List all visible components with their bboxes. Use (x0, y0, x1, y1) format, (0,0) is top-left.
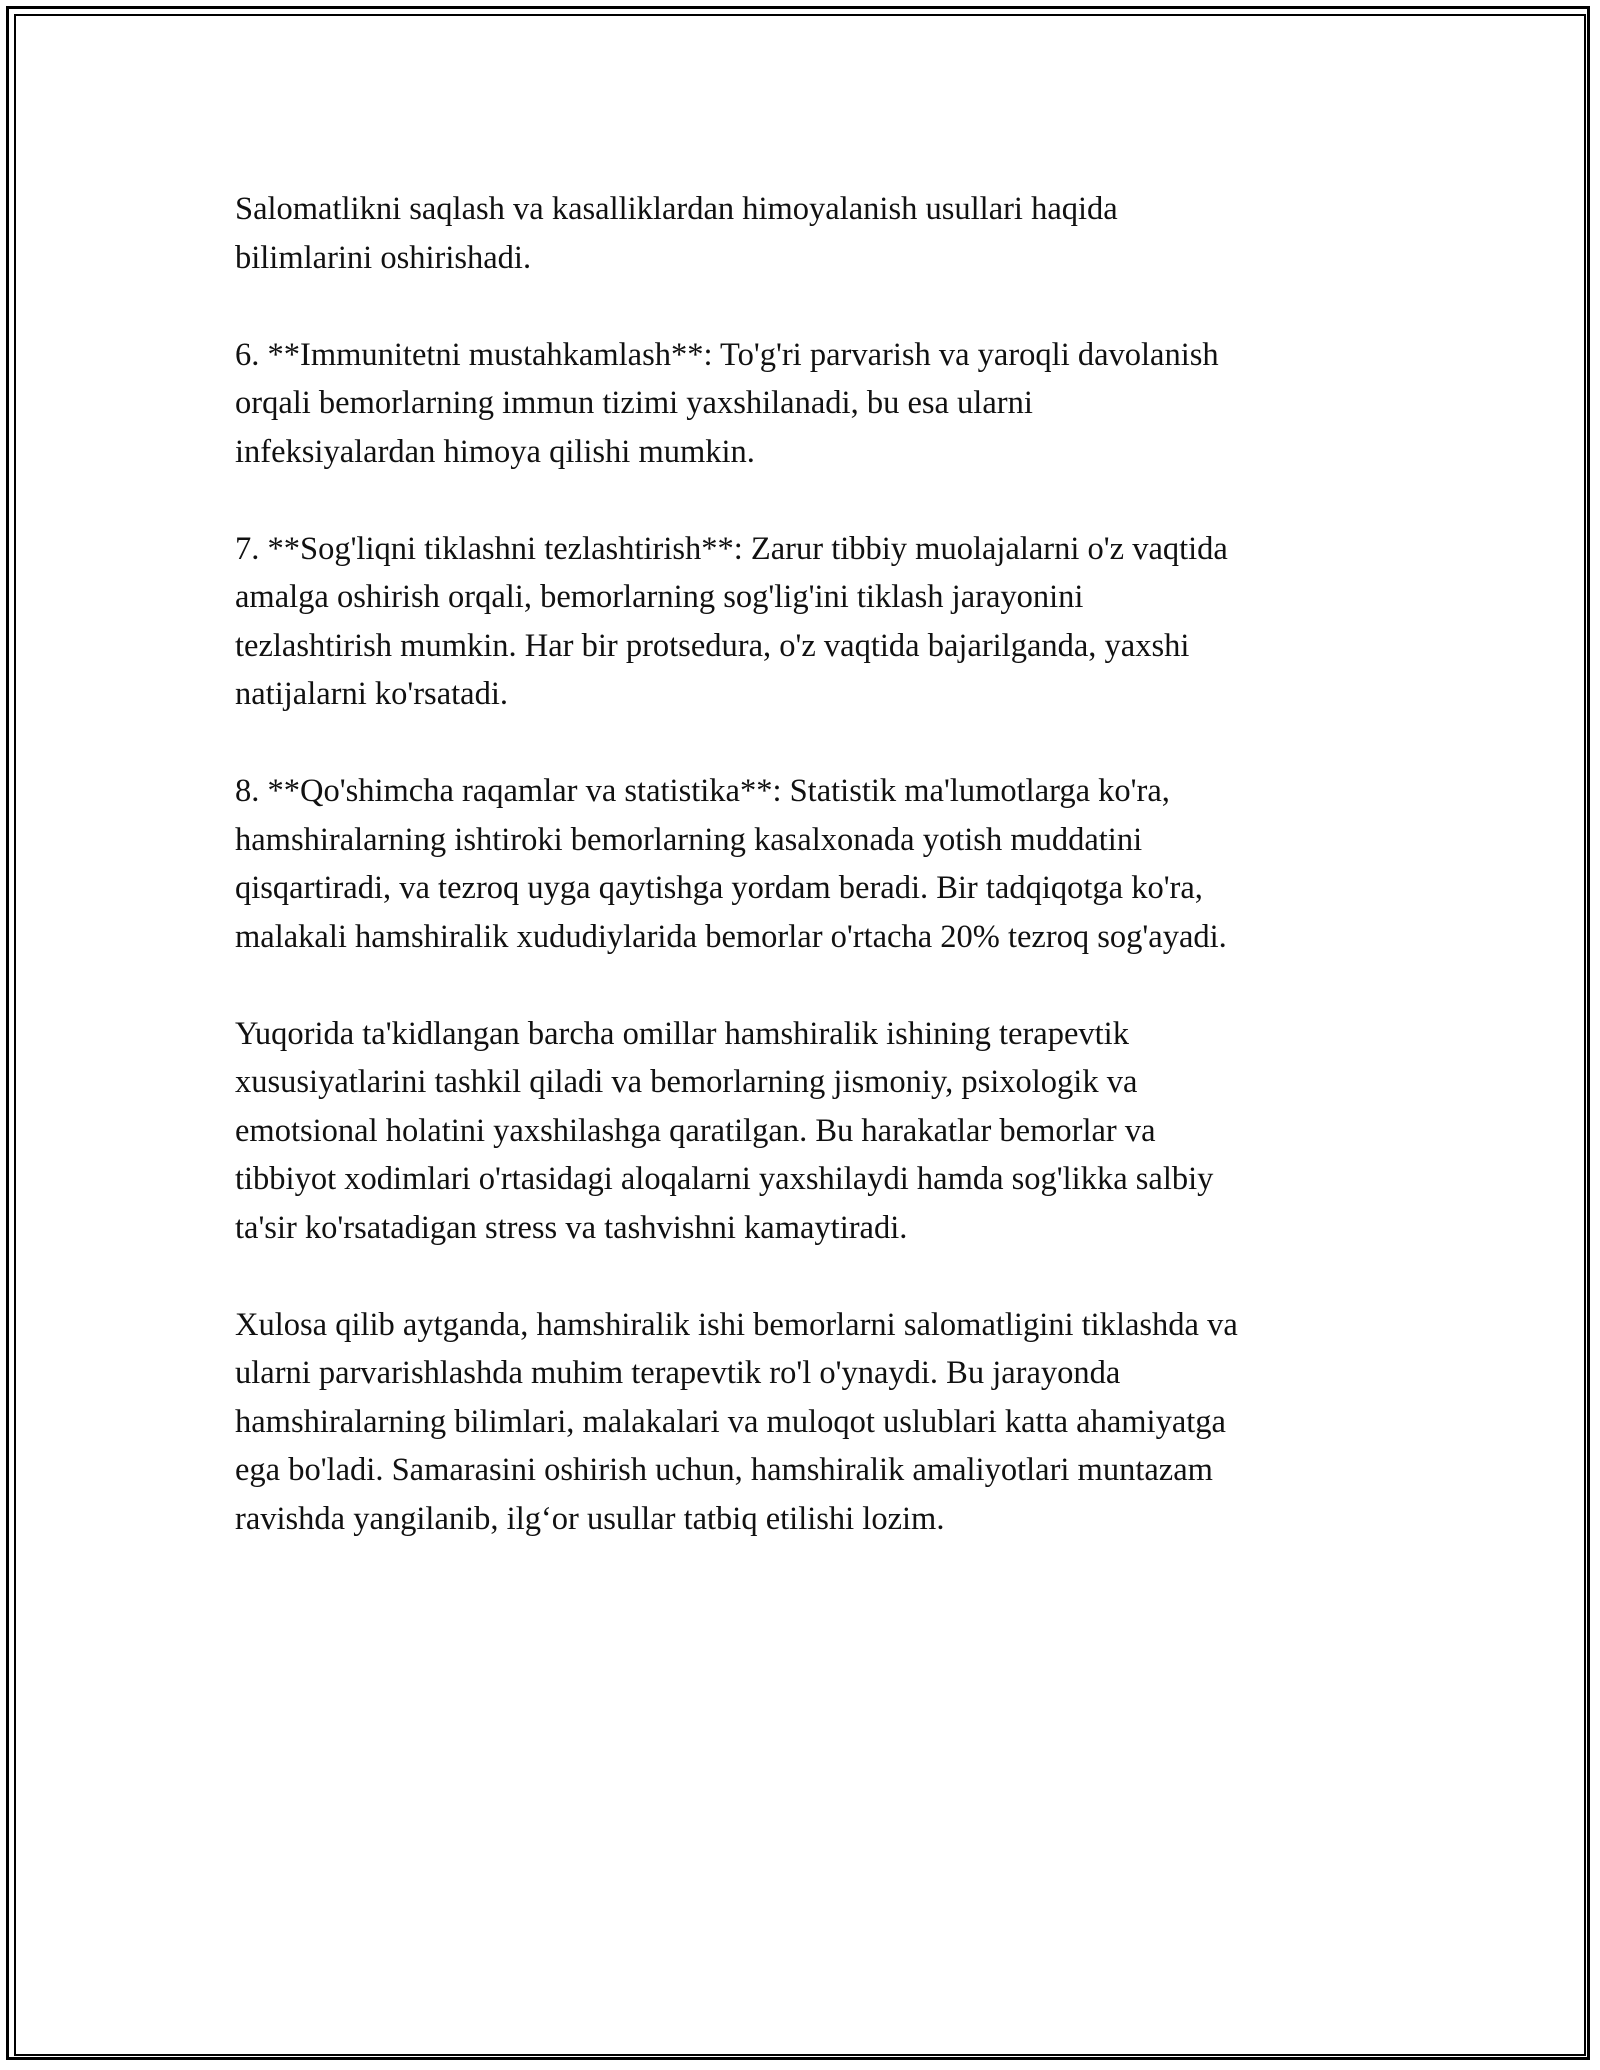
paragraph-line: qisqartiradi, va tezroq uyga qaytishga yordam beradi. Bir tadqiqotga ko'ra, (235, 870, 1203, 906)
paragraph-line: hamshiralarning bilimlari, malakalari va muloqot uslublari katta ahamiyatga (235, 1403, 1226, 1440)
paragraph-line: orqali bemorlarning immun tizimi yaxshilanadi, bu esa ularni (235, 385, 1033, 421)
document-body (235, 185, 1375, 1592)
paragraph-line: 7. **Sog'liqni tiklashni tezlashtirish**: Zarur tibbiy muolajalarni o'z vaqtida (235, 530, 1228, 567)
paragraph-line: ularni parvarishlashda muhim terapevtik ro'l o'ynaydi. Bu jarayonda (235, 1355, 1121, 1391)
paragraph-line: Salomatlikni saqlash va kasalliklardan himoyalanish usullari haqida (235, 191, 1118, 227)
paragraph-line: malakali hamshiralik xududiylarida bemorlar o'rtacha 20% tezroq sog'ayadi. (235, 918, 1227, 955)
paragraph-line: ega bo'ladi. Samarasini oshirish uchun, hamshiralik amaliyotlari muntazam (235, 1452, 1213, 1488)
paragraph-line: amalga oshirish orqali, bemorlarning sog'lig'ini tiklash jarayonini (235, 579, 1084, 615)
paragraph-item-6 (235, 331, 1375, 477)
paragraph-line: tezlashtirish mumkin. Har bir protsedura, o'z vaqtida bajarilganda, yaxshi (235, 627, 1190, 664)
paragraph-line: infeksiyalardan himoya qilishi mumkin. (235, 433, 755, 470)
paragraph-line: hamshiralarning ishtiroki bemorlarning kasalxonada yotish muddatini (235, 821, 1143, 858)
paragraph-line: tibbiyot xodimlari o'rtasidagi aloqalarni yaxshilaydi hamda sog'likka salbiy (235, 1161, 1214, 1197)
paragraph-line: 8. **Qo'shimcha raqamlar va statistika**: Statistik ma'lumotlarga ko'ra, (235, 773, 1170, 809)
paragraph-line: ravishda yangilanib, ilg‘or usullar tatbiq etilishi lozim. (235, 1500, 945, 1537)
paragraph-line: ta'sir ko'rsatadigan stress va tashvishni kamaytiradi. (235, 1209, 908, 1246)
paragraph-line: emotsional holatini yaxshilashga qaratilgan. Bu harakatlar bemorlar va (235, 1112, 1156, 1149)
paragraph-item-8 (235, 767, 1375, 961)
paragraph-line: 6. **Immunitetni mustahkamlash**: To'g'ri parvarish va yaroqli davolanish (235, 336, 1219, 373)
paragraph-line: xususiyatlarini tashkil qiladi va bemorlarning jismoniy, psixologik va (235, 1064, 1138, 1100)
paragraph-item-7 (235, 525, 1375, 719)
paragraph-line: bilimlarini oshirishadi. (235, 239, 532, 276)
paragraph-line: Xulosa qilib aytganda, hamshiralik ishi bemorlarni salomatligini tiklashda va (235, 1306, 1238, 1343)
paragraph-line: Yuqorida ta'kidlangan barcha omillar hamshiralik ishining terapevtik (235, 1015, 1129, 1052)
paragraph-line: natijalarni ko'rsatadi. (235, 676, 508, 712)
paragraph-conclusion (235, 1301, 1375, 1544)
paragraph-intro (235, 185, 1375, 282)
paragraph-summary (235, 1010, 1375, 1253)
